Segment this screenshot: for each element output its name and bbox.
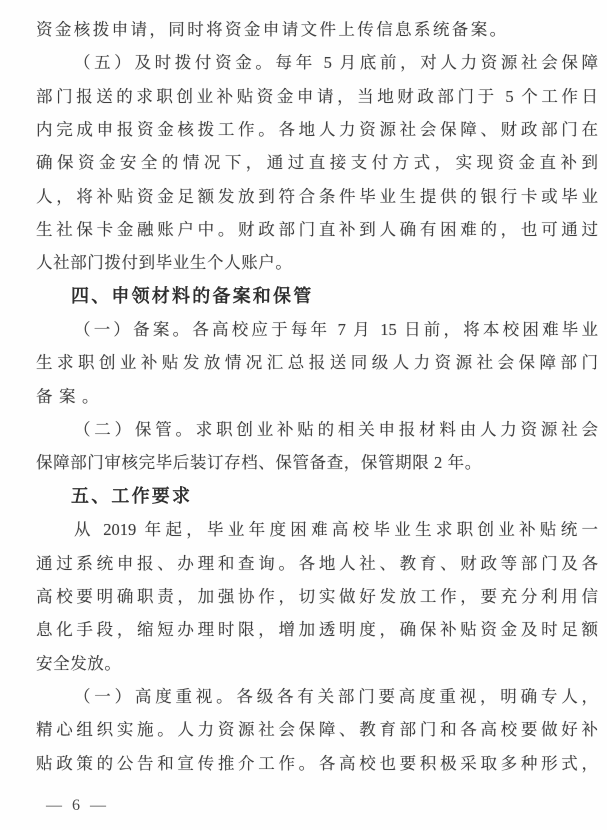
text-line: 保障部门审核完毕后装订存档、保管备查，保管期限 2 年。 [36, 453, 482, 473]
page-number: — 6 — [46, 797, 109, 814]
text-line: （二）保管。求职创业补贴的相关申报材料由人力资源社会 [74, 420, 598, 440]
text-line: 人社部门拨付到毕业生个人账户。 [36, 253, 293, 273]
document-body [36, 13, 598, 780]
text-line: 确保资金安全的情况下，通过直接支付方式，实现资金直补到 [36, 153, 598, 173]
text-line: 从 2019 年起，毕业年度困难高校毕业生求职创业补贴统一 [74, 520, 598, 540]
text-line: 人，将补贴资金足额发放到符合条件毕业生提供的银行卡或毕业 [36, 186, 598, 206]
text-line: 部门报送的求职创业补贴资金申请，当地财政部门于 5 个工作日 [36, 86, 598, 106]
text-line: 安全发放。 [36, 653, 122, 673]
text-line: （一）备案。各高校应于每年 7 月 15 日前，将本校困难毕业 [74, 320, 598, 340]
text-line: 生求职创业补贴发放情况汇总报送同级人力资源社会保障部门 [36, 353, 598, 373]
text-line: 备案。 [36, 386, 105, 406]
text-line: （五）及时拨付资金。每年 5 月底前，对人力资源社会保障 [74, 53, 598, 73]
text-line: 内完成申报资金核拨工作。各地人力资源社会保障、财政部门在 [36, 120, 598, 140]
text-line: 通过系统申报、办理和查询。各地人社、教育、财政等部门及各 [36, 553, 598, 573]
text-line: 精心组织实施。人力资源社会保障、教育部门和各高校要做好补 [36, 720, 598, 740]
text-line: 资金核拨申请，同时将资金申请文件上传信息系统备案。 [36, 20, 509, 39]
text-line: 贴政策的公告和宣传推介工作。各高校也要积极采取多种形式， [36, 753, 598, 773]
text-line: 生社保卡金融账户中。财政部门直补到人确有困难的，也可通过 [36, 220, 598, 240]
section-heading-4: 四、申领材料的备案和保管 [71, 285, 314, 306]
text-line: 高校要明确职责，加强协作，切实做好发放工作，要充分利用信 [36, 586, 598, 606]
section-heading-5: 五、工作要求 [71, 485, 193, 506]
text-line: （一）高度重视。各级各有关部门要高度重视，明确专人， [74, 686, 598, 706]
text-line: 息化手段，缩短办理时限，增加透明度，确保补贴资金及时足额 [36, 620, 598, 640]
